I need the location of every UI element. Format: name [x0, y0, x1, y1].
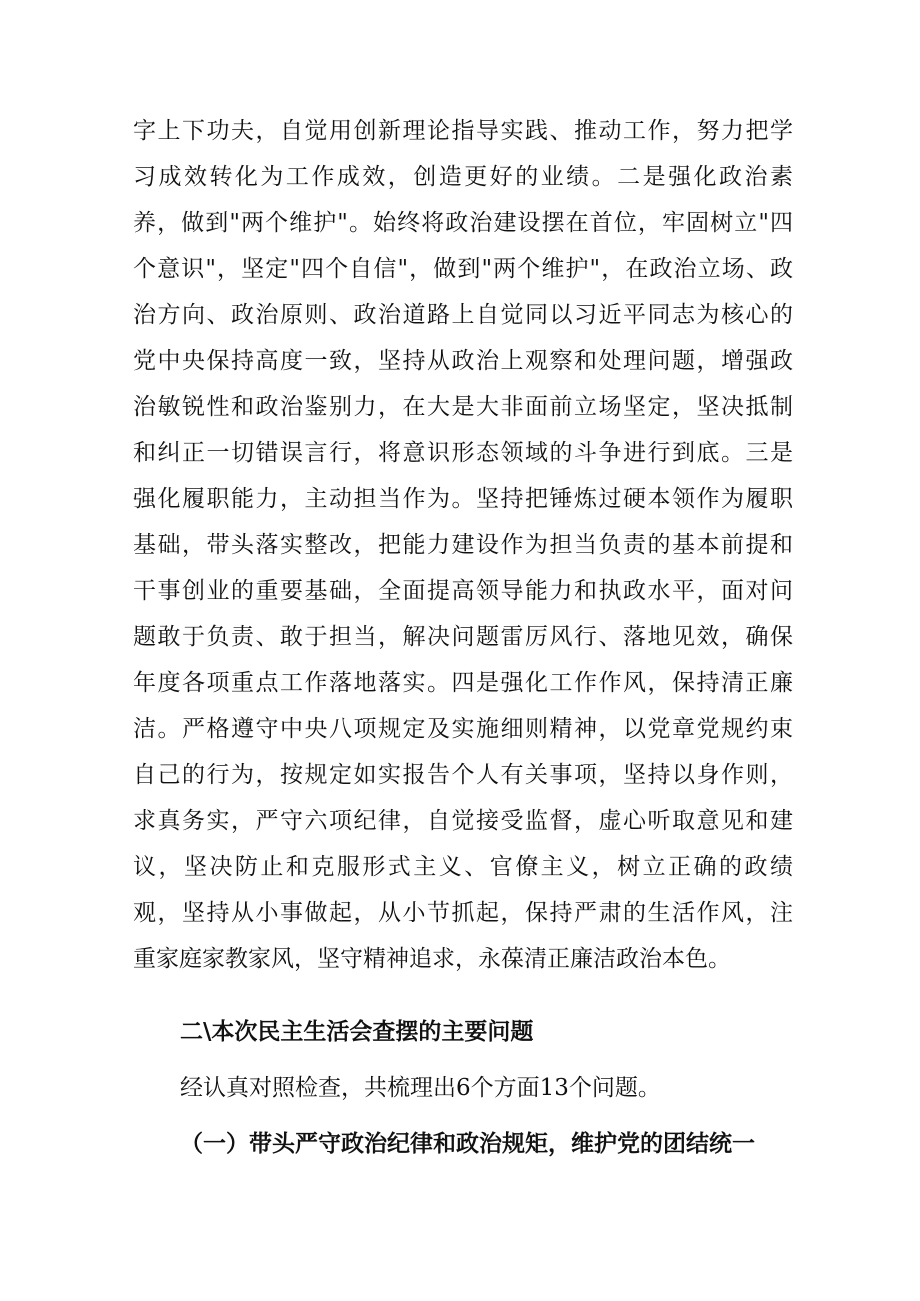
paragraph-line: 和纠正一切错误言行，将意识形态领域的斗争进行到底。三是 — [133, 440, 793, 466]
paragraph-line: 养，做到"两个维护"。始终将政治建设摆在首位，牢固树立"四 — [133, 210, 793, 236]
paragraph-line: 年度各项重点工作落地落实。四是强化工作作风，保持清正廉 — [133, 670, 793, 696]
paragraph-line: 基础，带头落实整改，把能力建设作为担当负责的基本前提和 — [133, 532, 793, 558]
paragraph-line: 求真务实，严守六项纪律，自觉接受监督，虚心听取意见和建 — [133, 808, 793, 834]
paragraph-line: 观，坚持从小事做起，从小节抓起，保持严肃的生活作风，注 — [133, 900, 793, 926]
paragraph-line: 治方向、政治原则、政治道路上自觉同以习近平同志为核心的 — [133, 302, 793, 328]
paragraph-line: 强化履职能力，主动担当作为。坚持把锤炼过硬本领作为履职 — [133, 486, 793, 512]
subsection-heading: （一）带头严守政治纪律和政治规矩，维护党的团结统一 — [180, 1131, 755, 1157]
paragraph-line-last: 重家庭家教家风，坚守精神追求，永葆清正廉洁政治本色。 — [133, 946, 731, 972]
paragraph-line: 党中央保持高度一致，坚持从政治上观察和处理问题，增强政 — [133, 348, 793, 374]
paragraph-line: 议，坚决防止和克服形式主义、官僚主义，树立正确的政绩 — [133, 854, 793, 880]
paragraph-line: 个意识"，坚定"四个自信"，做到"两个维护"，在政治立场、政 — [133, 256, 793, 282]
paragraph-line: 干事创业的重要基础，全面提高领导能力和执政水平，面对问 — [133, 578, 793, 604]
section-heading: 二\本次民主生活会查摆的主要问题 — [180, 1019, 534, 1045]
paragraph-line: 自己的行为，按规定如实报告个人有关事项，坚持以身作则， — [133, 762, 793, 788]
section-intro: 经认真对照检查，共梳理出6个方面13个问题。 — [180, 1075, 661, 1101]
paragraph-line: 字上下功夫，自觉用创新理论指导实践、推动工作，努力把学 — [133, 118, 793, 144]
paragraph-line: 题敢于负责、敢于担当，解决问题雷厉风行、落地见效，确保 — [133, 624, 793, 650]
paragraph-line: 治敏锐性和政治鉴别力，在大是大非面前立场坚定，坚决抵制 — [133, 394, 793, 420]
paragraph-line: 习成效转化为工作成效，创造更好的业绩。二是强化政治素 — [133, 164, 793, 190]
paragraph-line: 洁。严格遵守中央八项规定及实施细则精神，以党章党规约束 — [133, 716, 793, 742]
